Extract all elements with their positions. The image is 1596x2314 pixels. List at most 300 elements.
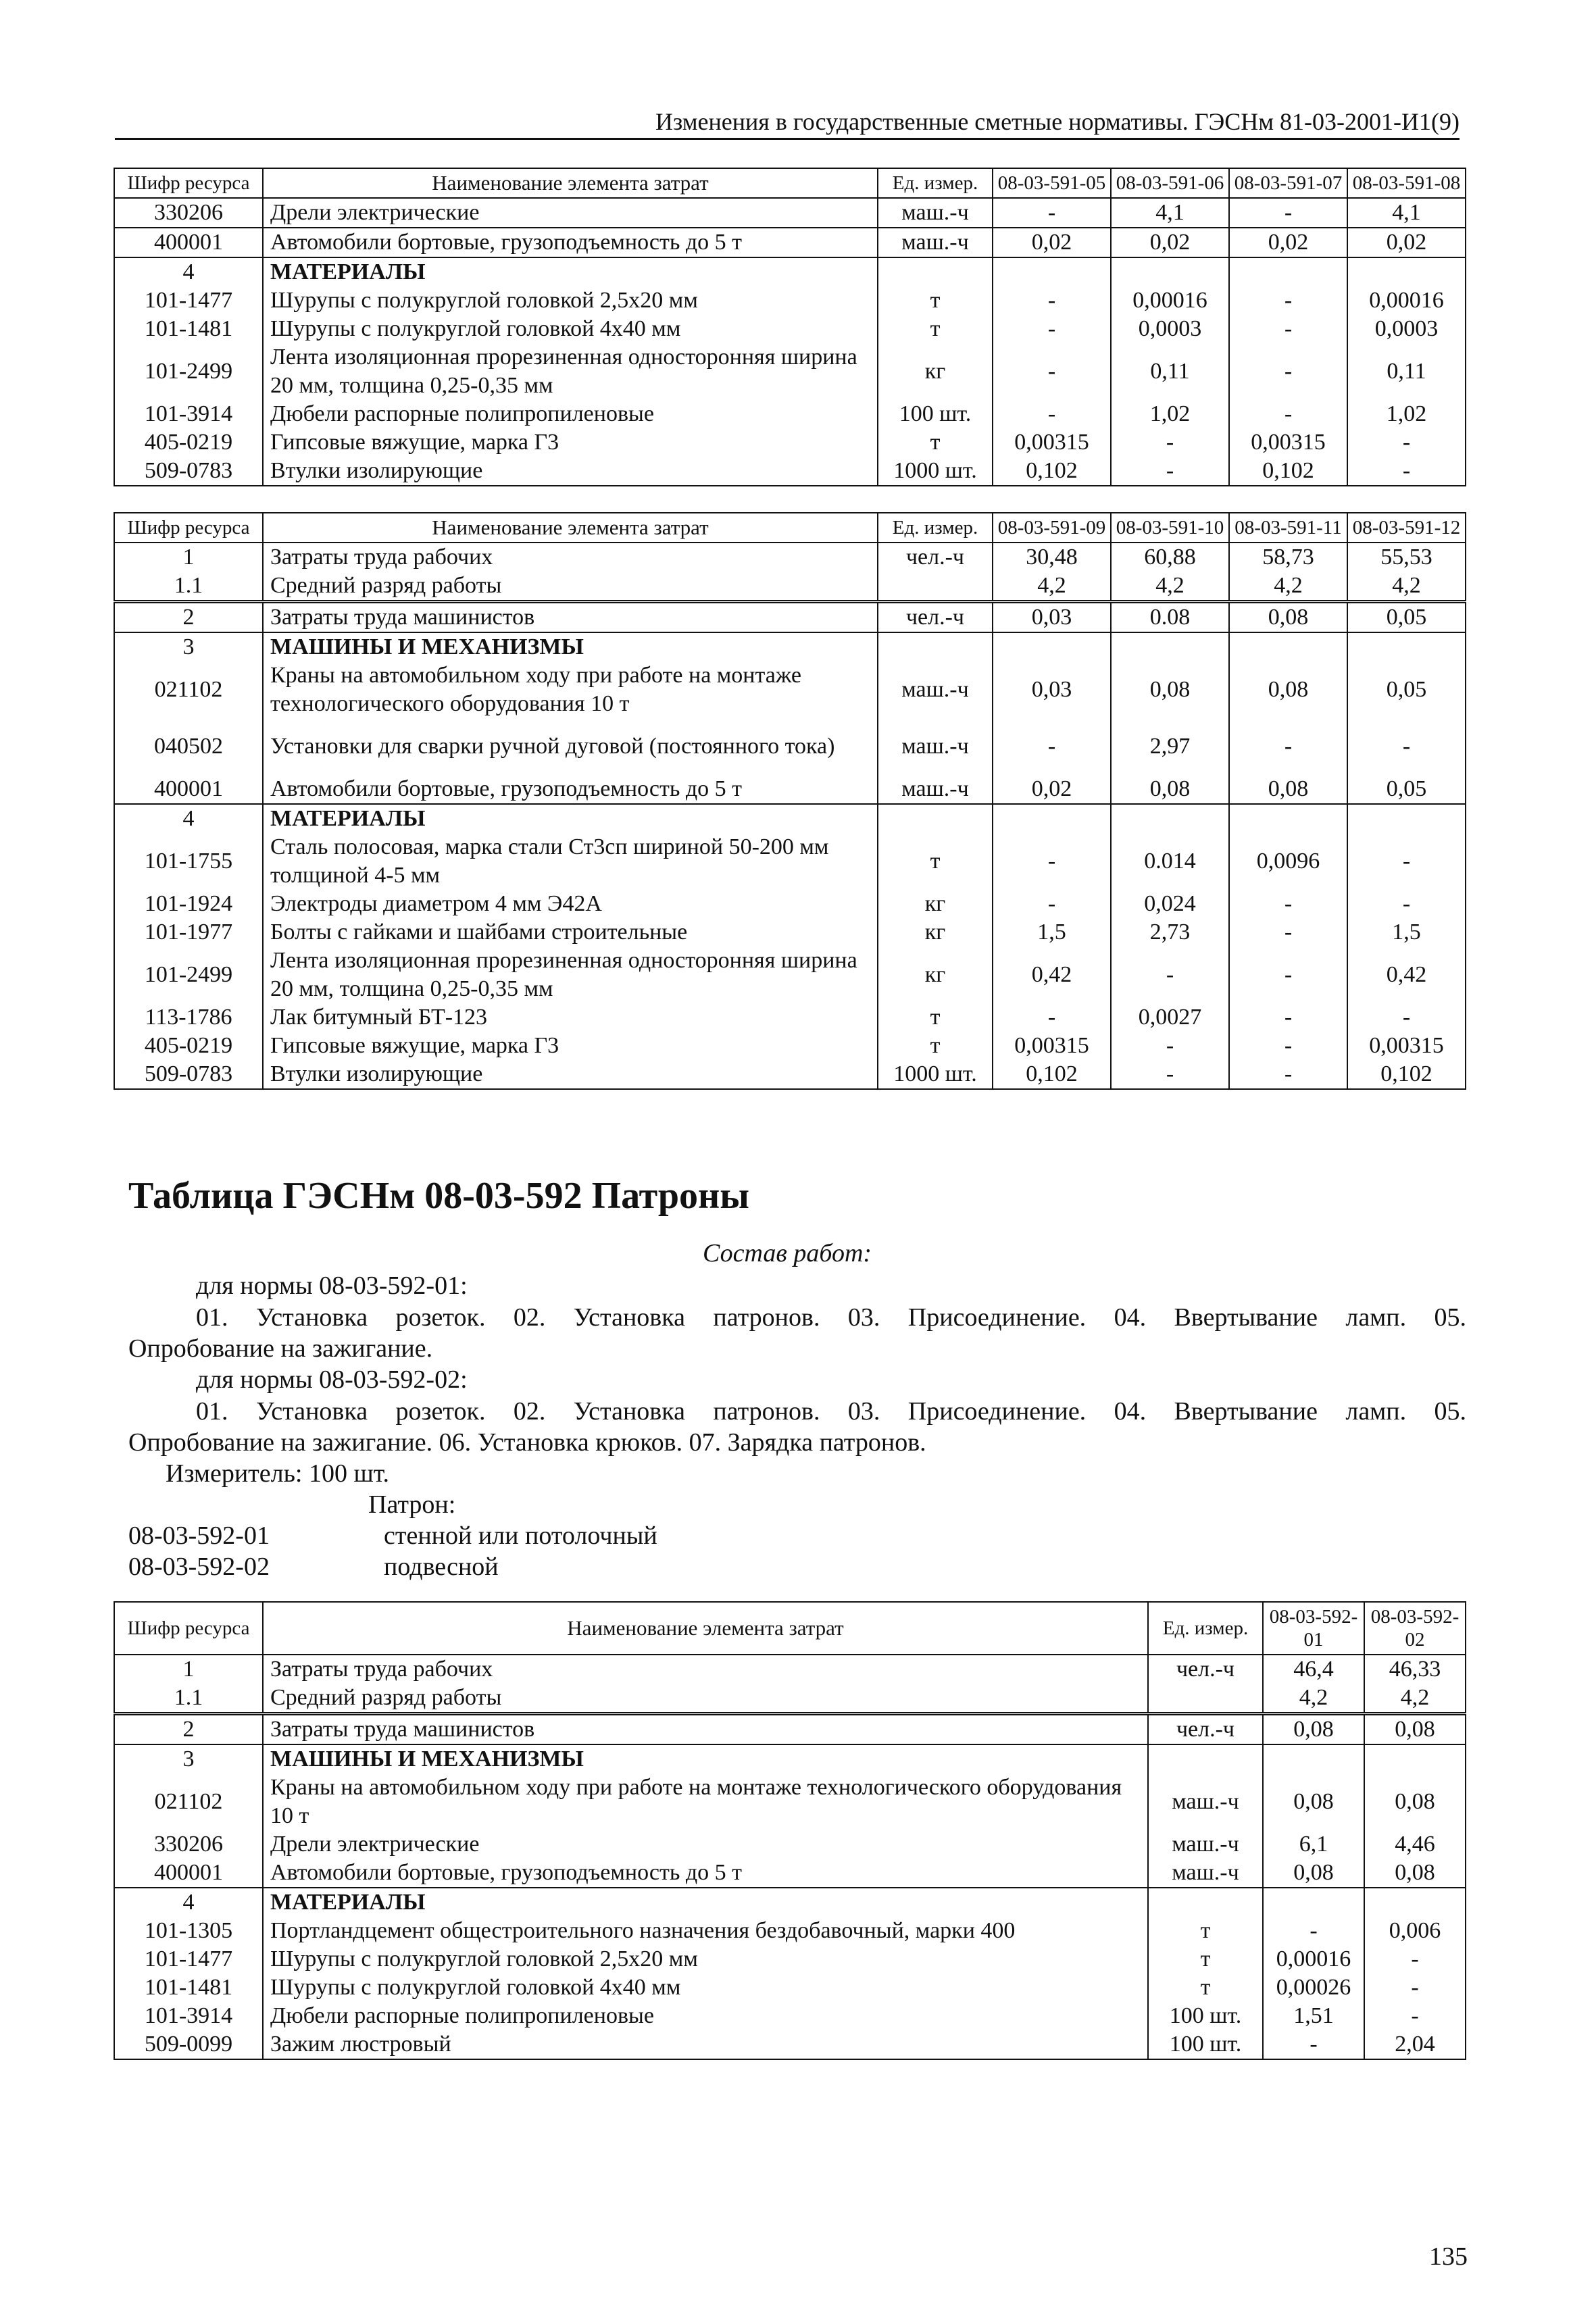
value-cell: 1,5 [993,918,1111,947]
variant-code: 08-03-592-02 [128,1553,270,1581]
table-row [114,804,1466,833]
cost-element-name: Электроды диаметром 4 мм Э42А [263,890,878,918]
value-cell: 4,2 [1364,1684,1466,1714]
header-unit: Ед. измер. [878,513,993,543]
cost-element-name: Зажим люстровый [263,2030,1148,2059]
value-cell: - [1111,428,1229,457]
table-row [114,2030,1466,2059]
value-cell: 0,08 [1364,1774,1466,1830]
value-cell: 4,2 [1347,572,1466,602]
value-cell: 4,1 [1111,198,1229,228]
value-cell: 0,08 [1111,661,1229,718]
value-cell: - [1111,1060,1229,1089]
resource-table-592 [114,1601,1466,2060]
table-row [114,833,1466,890]
composition-title: Состав работ: [703,1239,872,1267]
cost-element-name: Шурупы с полукруглой головкой 2,5х20 мм [263,286,878,315]
table-row [114,228,1466,257]
value-cell: 0,00315 [1229,428,1347,457]
cost-element-name: Портландцемент общестроительного назначения бездобавочный, марки 400 [263,1917,1148,1945]
value-cell: - [1229,947,1347,1003]
cost-element-name: Затраты труда рабочих [263,543,878,572]
table-row [114,1917,1466,1945]
unit-cell: чел.-ч [1148,1714,1263,1745]
unit-cell: т [878,286,993,315]
value-cell: 0,08 [1111,775,1229,804]
value-cell: - [993,718,1111,775]
cost-element-name: Лента изоляционная прорезиненная односторонняя ширина 20 мм, толщина 0,25-0,35 мм [263,343,878,400]
value-cell: 2,04 [1364,2030,1466,2059]
value-cell: 0,102 [993,457,1111,486]
unit-cell: маш.-ч [1148,1830,1263,1859]
value-cell: 0,02 [1111,228,1229,257]
value-cell: 0,11 [1111,343,1229,400]
value-cell [1229,632,1347,661]
value-cell: - [1229,718,1347,775]
table-row [114,632,1466,661]
norm1-steps: 01. Установка розеток. 02. Установка патронов. 03. Присоединение. 04. Ввертывание ламп. 05. [196,1303,1466,1332]
value-cell [1347,632,1466,661]
value-cell: - [993,315,1111,343]
resource-code: 101-2499 [114,343,263,400]
value-cell: 0,42 [1347,947,1466,1003]
value-cell: 0,05 [1347,775,1466,804]
table-row [114,1830,1466,1859]
cost-element-name: Шурупы с полукруглой головкой 4х40 мм [263,1973,1148,2002]
header-col: 08-03-591-12 [1347,513,1466,543]
table-row [114,400,1466,428]
cost-element-name: Средний разряд работы [263,1684,1148,1714]
resource-code: 400001 [114,1859,263,1888]
value-cell: 0,00026 [1263,1973,1364,2002]
value-cell: - [1364,1945,1466,1973]
value-cell: - [993,286,1111,315]
cost-element-name: Средний разряд работы [263,572,878,602]
value-cell: 0,05 [1347,661,1466,718]
resource-code: 1 [114,1655,263,1684]
resource-code: 2 [114,602,263,633]
cost-element-name: Сталь полосовая, марка стали Ст3сп шириной 50-200 мм толщиной 4-5 мм [263,833,878,890]
value-cell: 1,02 [1347,400,1466,428]
value-cell: 0,02 [993,775,1111,804]
table-row [114,2002,1466,2030]
header-code: Шифр ресурса [114,1602,263,1655]
section-heading: МАШИНЫ И МЕХАНИЗМЫ [263,1744,1148,1774]
unit-cell [878,632,993,661]
header-unit: Ед. измер. [878,168,993,198]
cost-element-name: Шурупы с полукруглой головкой 2,5х20 мм [263,1945,1148,1973]
resource-table-591-05-08 [114,168,1466,486]
value-cell: - [1263,2030,1364,2059]
value-cell: 60,88 [1111,543,1229,572]
value-cell: 0,03 [993,602,1111,633]
value-cell: 0,0003 [1111,315,1229,343]
value-cell: 0,08 [1229,661,1347,718]
cost-element-name: Дюбели распорные полипропиленовые [263,2002,1148,2030]
value-cell [1263,1888,1364,1917]
value-cell: 0,11 [1347,343,1466,400]
unit-cell: маш.-ч [878,198,993,228]
table-row [114,286,1466,315]
value-cell: 0,05 [1347,602,1466,633]
value-cell: 0,42 [993,947,1111,1003]
unit-cell: т [878,1003,993,1032]
header-col: 08-03-592-02 [1364,1602,1466,1655]
value-cell: - [993,198,1111,228]
value-cell: 0,08 [1263,1859,1364,1888]
cost-element-name: Автомобили бортовые, грузоподъемность до 5 т [263,228,878,257]
value-cell: 0.08 [1111,602,1229,633]
value-cell: 0,02 [993,228,1111,257]
cost-element-name: Лента изоляционная прорезиненная односторонняя ширина 20 мм, толщина 0,25-0,35 мм [263,947,878,1003]
unit-cell: чел.-ч [878,602,993,633]
value-cell: 2,97 [1111,718,1229,775]
table-row [114,775,1466,804]
value-cell: - [1347,718,1466,775]
cost-element-name: Гипсовые вяжущие, марка Г3 [263,428,878,457]
header-code: Шифр ресурса [114,513,263,543]
value-cell: 0,00315 [993,428,1111,457]
value-cell: 0,08 [1263,1714,1364,1745]
value-cell: - [1347,890,1466,918]
unit-cell: т [878,833,993,890]
cost-element-name: Втулки изолирующие [263,457,878,486]
resource-code: 4 [114,257,263,286]
resource-code: 101-1481 [114,1973,263,2002]
unit-cell: 100 шт. [1148,2030,1263,2059]
resource-code: 113-1786 [114,1003,263,1032]
cost-element-name: Автомобили бортовые, грузоподъемность до 5 т [263,1859,1148,1888]
value-cell: 0,08 [1229,775,1347,804]
cost-element-name: Краны на автомобильном ходу при работе на монтаже технологического оборудования 10 т [263,661,878,718]
table-row [114,1032,1466,1060]
subject-label: Патрон: [368,1490,456,1519]
table-row [114,1774,1466,1830]
value-cell [993,804,1111,833]
table-row [114,198,1466,228]
value-cell [1111,632,1229,661]
resource-code: 2 [114,1714,263,1745]
value-cell: - [1229,1003,1347,1032]
section-heading: МАТЕРИАЛЫ [263,804,878,833]
header-name: Наименование элемента затрат [263,1602,1148,1655]
value-cell: 0,00016 [1347,286,1466,315]
value-cell [1364,1744,1466,1774]
unit-cell: т [1148,1917,1263,1945]
value-cell: 0,08 [1229,602,1347,633]
value-cell: - [993,1003,1111,1032]
norm2-label: для нормы 08-03-592-02: [196,1365,468,1394]
value-cell: 0,00315 [993,1032,1111,1060]
table-row [114,1973,1466,2002]
table-row [114,1655,1466,1684]
table-row [114,343,1466,400]
table-row [114,1684,1466,1714]
unit-cell [1148,1684,1263,1714]
unit-cell: 1000 шт. [878,457,993,486]
value-cell: - [1229,286,1347,315]
unit-cell: 1000 шт. [878,1060,993,1089]
table-row [114,1060,1466,1089]
resource-code: 101-1755 [114,833,263,890]
value-cell: - [1229,343,1347,400]
variant-code: 08-03-592-01 [128,1521,270,1550]
value-cell: 46,33 [1364,1655,1466,1684]
resource-code: 1.1 [114,1684,263,1714]
unit-cell [1148,1744,1263,1774]
resource-code: 400001 [114,775,263,804]
value-cell: 0,102 [1347,1060,1466,1089]
value-cell: - [1347,1003,1466,1032]
resource-code: 101-2499 [114,947,263,1003]
value-cell: - [1229,315,1347,343]
header-col: 08-03-592-01 [1263,1602,1364,1655]
unit-cell: чел.-ч [878,543,993,572]
cost-element-name: Гипсовые вяжущие, марка Г3 [263,1032,878,1060]
running-header: Изменения в государственные сметные нормативы. ГЭСНм 81-03-2001-И1(9) [115,107,1460,140]
cost-element-name: Лак битумный БТ-123 [263,1003,878,1032]
unit-cell: маш.-ч [878,718,993,775]
value-cell: 0,03 [993,661,1111,718]
value-cell: 0,102 [993,1060,1111,1089]
value-cell: 0,024 [1111,890,1229,918]
value-cell: - [993,343,1111,400]
cost-element-name: Автомобили бортовые, грузоподъемность до 5 т [263,775,878,804]
table-row [114,457,1466,486]
resource-code: 021102 [114,661,263,718]
value-cell: 0,08 [1364,1714,1466,1745]
header-code: Шифр ресурса [114,168,263,198]
header-col: 08-03-591-10 [1111,513,1229,543]
unit-cell: кг [878,343,993,400]
resource-code: 509-0099 [114,2030,263,2059]
value-cell: 0,08 [1263,1774,1364,1830]
resource-table-591-09-12 [114,512,1466,1090]
value-cell [1347,257,1466,286]
resource-code: 405-0219 [114,428,263,457]
table-row [114,572,1466,602]
value-cell: 0,02 [1347,228,1466,257]
resource-code: 4 [114,804,263,833]
table-row [114,947,1466,1003]
table-row [114,1744,1466,1774]
unit-cell: т [1148,1973,1263,2002]
value-cell [1364,1888,1466,1917]
table-row [114,257,1466,286]
value-cell: 4,2 [993,572,1111,602]
resource-code: 101-1477 [114,1945,263,1973]
norm2-steps-cont: Опробование на зажигание. 06. Установка крюков. 07. Зарядка патронов. [128,1428,926,1457]
value-cell: 0,102 [1229,457,1347,486]
value-cell: 46,4 [1263,1655,1364,1684]
value-cell: - [1229,198,1347,228]
cost-element-name: Затраты труда машинистов [263,1714,1148,1745]
value-cell: 55,53 [1347,543,1466,572]
value-cell: 1,02 [1111,400,1229,428]
value-cell: 0,0003 [1347,315,1466,343]
unit-cell: кг [878,890,993,918]
page-number: 135 [1429,2242,1468,2271]
resource-code: 1 [114,543,263,572]
norm2-steps: 01. Установка розеток. 02. Установка патронов. 03. Присоединение. 04. Ввертывание ламп. 05. [196,1397,1466,1426]
resource-code: 330206 [114,198,263,228]
value-cell: 4,1 [1347,198,1466,228]
norm1-label: для нормы 08-03-592-01: [196,1272,468,1300]
unit-cell: т [878,428,993,457]
value-cell: - [1229,890,1347,918]
cost-element-name: Затраты труда машинистов [263,602,878,633]
table-row [114,890,1466,918]
value-cell: - [1229,918,1347,947]
unit-cell [878,804,993,833]
value-cell: 4,2 [1111,572,1229,602]
value-cell: 58,73 [1229,543,1347,572]
header-name: Наименование элемента затрат [263,168,878,198]
unit-cell: маш.-ч [1148,1774,1263,1830]
table-row [114,428,1466,457]
resource-code: 330206 [114,1830,263,1859]
header-unit: Ед. измер. [1148,1602,1263,1655]
value-cell: 0,00016 [1111,286,1229,315]
value-cell: 2,73 [1111,918,1229,947]
value-cell: - [993,890,1111,918]
resource-code: 1.1 [114,572,263,602]
value-cell: 0,08 [1364,1859,1466,1888]
unit-cell: 100 шт. [878,400,993,428]
table-row [114,918,1466,947]
resource-code: 405-0219 [114,1032,263,1060]
table-row [114,315,1466,343]
value-cell [993,257,1111,286]
value-cell: 4,46 [1364,1830,1466,1859]
value-cell: - [1364,1973,1466,2002]
value-cell: - [1347,457,1466,486]
meter: Измеритель: 100 шт. [166,1459,389,1488]
cost-element-name: Шурупы с полукруглой головкой 4х40 мм [263,315,878,343]
unit-cell: 100 шт. [1148,2002,1263,2030]
value-cell: 4,2 [1229,572,1347,602]
table-row [114,1859,1466,1888]
value-cell: 6,1 [1263,1830,1364,1859]
unit-cell: т [878,315,993,343]
unit-cell: маш.-ч [1148,1859,1263,1888]
value-cell: 4,2 [1263,1684,1364,1714]
value-cell: 0,00315 [1347,1032,1466,1060]
resource-code: 101-1924 [114,890,263,918]
header-name: Наименование элемента затрат [263,513,878,543]
resource-code: 101-3914 [114,2002,263,2030]
cost-element-name: Краны на автомобильном ходу при работе на монтаже технологического оборудования 10 т [263,1774,1148,1830]
cost-element-name: Болты с гайками и шайбами строительные [263,918,878,947]
unit-cell: чел.-ч [1148,1655,1263,1684]
value-cell: 1,5 [1347,918,1466,947]
value-cell: 0,0027 [1111,1003,1229,1032]
value-cell: 0,006 [1364,1917,1466,1945]
value-cell [1263,1744,1364,1774]
value-cell: - [1364,2002,1466,2030]
resource-code: 021102 [114,1774,263,1830]
value-cell [1229,804,1347,833]
cost-element-name: Дрели электрические [263,198,878,228]
table-row [114,543,1466,572]
unit-cell: т [1148,1945,1263,1973]
resource-code: 040502 [114,718,263,775]
unit-cell: т [878,1032,993,1060]
value-cell: - [993,400,1111,428]
unit-cell [1148,1888,1263,1917]
variant-desc: стенной или потолочный [384,1521,657,1550]
unit-cell: маш.-ч [878,228,993,257]
unit-cell: кг [878,918,993,947]
value-cell: 1,51 [1263,2002,1364,2030]
resource-code: 101-1481 [114,315,263,343]
value-cell: - [993,833,1111,890]
resource-code: 101-3914 [114,400,263,428]
table-row [114,718,1466,775]
header-col: 08-03-591-09 [993,513,1111,543]
section-heading: МАШИНЫ И МЕХАНИЗМЫ [263,632,878,661]
header-col: 08-03-591-07 [1229,168,1347,198]
resource-code: 3 [114,1744,263,1774]
unit-cell: маш.-ч [878,661,993,718]
resource-code: 101-1305 [114,1917,263,1945]
value-cell [1229,257,1347,286]
table-row [114,602,1466,633]
table-row [114,1945,1466,1973]
value-cell: - [1263,1917,1364,1945]
resource-code: 4 [114,1888,263,1917]
norm1-steps-cont: Опробование на зажигание. [128,1334,433,1363]
section-heading: МАТЕРИАЛЫ [263,1888,1148,1917]
table-title: Таблица ГЭСНм 08-03-592 Патроны [128,1175,749,1217]
table-row [114,661,1466,718]
resource-code: 101-1477 [114,286,263,315]
unit-cell [878,257,993,286]
value-cell [1347,804,1466,833]
value-cell: - [1229,400,1347,428]
value-cell [1111,257,1229,286]
value-cell: - [1111,457,1229,486]
cost-element-name: Установки для сварки ручной дуговой (постоянного тока) [263,718,878,775]
value-cell: 30,48 [993,543,1111,572]
value-cell: - [1111,1032,1229,1060]
value-cell: 0,0096 [1229,833,1347,890]
unit-cell: кг [878,947,993,1003]
variant-desc: подвесной [384,1553,499,1581]
header-col: 08-03-591-05 [993,168,1111,198]
resource-code: 509-0783 [114,1060,263,1089]
unit-cell: маш.-ч [878,775,993,804]
cost-element-name: Дюбели распорные полипропиленовые [263,400,878,428]
resource-code: 3 [114,632,263,661]
value-cell: - [1347,428,1466,457]
value-cell [993,632,1111,661]
unit-cell [878,572,993,602]
header-col: 08-03-591-11 [1229,513,1347,543]
value-cell: 0,02 [1229,228,1347,257]
header-col: 08-03-591-08 [1347,168,1466,198]
resource-code: 400001 [114,228,263,257]
resource-code: 509-0783 [114,457,263,486]
cost-element-name: Дрели электрические [263,1830,1148,1859]
value-cell: - [1111,947,1229,1003]
table-row [114,1888,1466,1917]
value-cell [1111,804,1229,833]
table-row [114,1003,1466,1032]
value-cell: 0,00016 [1263,1945,1364,1973]
section-heading: МАТЕРИАЛЫ [263,257,878,286]
table-row [114,1714,1466,1745]
